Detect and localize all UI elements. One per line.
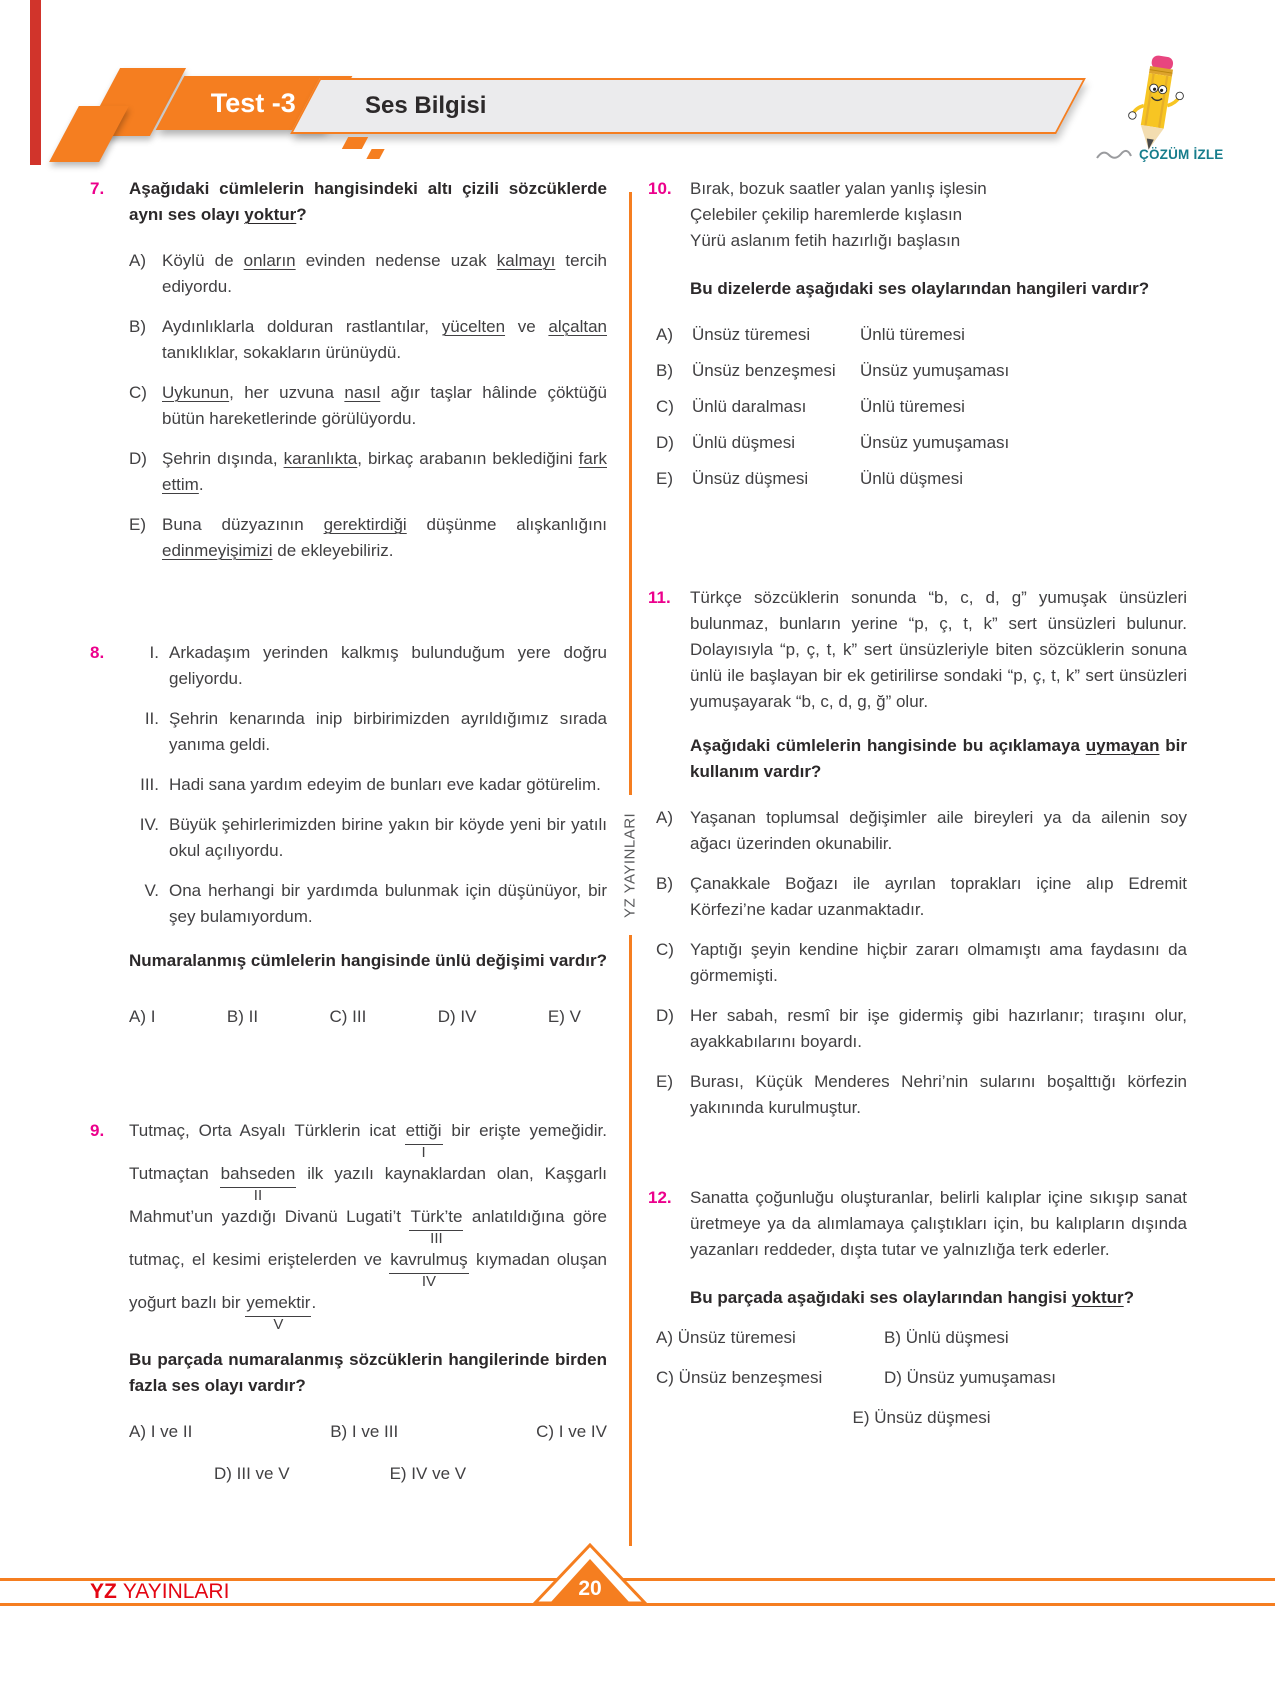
option-c: C) Ünlü daralması Ünlü türemesi xyxy=(656,394,1187,420)
page-number-triangle xyxy=(531,1543,649,1605)
options-row xyxy=(129,1004,581,1030)
option-letter: C) xyxy=(129,383,147,402)
option-b: B) Çanakkale Boğazı ile ayrılan toprakları içine alıp Edremit Körfezi’ne kadar uzanmaktadır. xyxy=(656,871,1187,923)
option-d: D) Ünlü düşmesi Ünsüz yumuşaması xyxy=(656,430,1187,456)
option-d: D) Şehrin dışında, karanlıkta, birkaç arabanın beklediğini fark ettim. xyxy=(129,446,607,498)
question-9 xyxy=(90,1118,607,1487)
question-number: 7. xyxy=(90,179,105,198)
squiggle-icon xyxy=(1095,146,1133,162)
option-letter: A) xyxy=(656,325,673,344)
question-7 xyxy=(90,176,607,564)
deco-square-icon xyxy=(366,149,384,159)
option-letter: D) xyxy=(656,1006,674,1025)
solution-watch-label: ÇÖZÜM İZLE xyxy=(1139,146,1224,162)
option-d: D) III ve V xyxy=(214,1464,290,1483)
option-b: B) Aydınlıklarla dolduran rastlantılar, yücelten ve alçaltan tanıklıklar, sokakların ürünüydü. xyxy=(129,314,607,366)
numbered-sentence: III. Hadi sana yardım edeyim de bunları eve kadar götürelim. xyxy=(140,775,601,794)
subject-banner xyxy=(290,78,1086,134)
option-a: A) Köylü de onların evinden nedense uzak kalmayı tercih ediyordu. xyxy=(129,248,607,300)
option-letter: D) xyxy=(656,433,674,452)
option-c: C) Uykunun, her uzvuna nasıl ağır taşlar hâlinde çöktüğü bütün hareketlerinde görülüyordu. xyxy=(129,380,607,432)
solution-watch xyxy=(1095,146,1224,162)
options-row xyxy=(129,1419,607,1445)
question-stem: Bu parçada numaralanmış sözcüklerin hangilerinde birden fazla ses olayı vardır? xyxy=(129,1350,607,1395)
options-row xyxy=(129,1461,607,1487)
option-letter: D) xyxy=(129,449,147,468)
option-c: C) Ünsüz benzeşmesi xyxy=(656,1368,823,1387)
question-number: 12. xyxy=(648,1188,672,1207)
option-a: A) Ünsüz türemesi xyxy=(656,1328,796,1347)
question-number: 9. xyxy=(90,1121,105,1140)
option-a: A) I xyxy=(129,1007,156,1026)
question-stem: Bu parçada aşağıdaki ses olaylarından hangisi yoktur? xyxy=(690,1288,1135,1307)
option-e: E) V xyxy=(547,1007,581,1026)
options-grid xyxy=(656,1325,1187,1391)
test-label: Test -3 xyxy=(211,87,297,118)
option-b: B) I ve III xyxy=(330,1422,399,1441)
column-divider xyxy=(629,192,632,795)
poem-line: Bırak, bozuk saatler yalan yanlış işlesin xyxy=(690,179,987,198)
option-letter: A) xyxy=(656,808,673,827)
poem-line: Çelebiler çekilip haremlerde kışlasın xyxy=(690,205,963,224)
option-letter: C) xyxy=(656,397,674,416)
question-number: 8. xyxy=(90,643,105,662)
question-10 xyxy=(648,176,1187,492)
option-e: E) IV ve V xyxy=(389,1464,467,1483)
option-letter: E) xyxy=(656,1072,673,1091)
question-stem: Aşağıdaki cümlelerin hangisindeki altı çizili sözcüklerde aynı ses olayı yoktur? xyxy=(129,179,607,224)
question-12 xyxy=(648,1185,1187,1431)
numbered-sentence: V. Ona herhangi bir yardımda bulunmak için düşünüyor, bir şey bulamıyordum. xyxy=(144,881,607,926)
publisher-brand: YZ YAYINLARI xyxy=(90,1580,230,1603)
question-number: 10. xyxy=(648,179,672,198)
question-stem: Aşağıdaki cümlelerin hangisinde bu açıklamaya uymayan bir kullanım vardır? xyxy=(690,736,1188,781)
pencil-mascot-icon xyxy=(1106,48,1206,158)
question-stem: Numaralanmış cümlelerin hangisinde ünlü değişimi vardır? xyxy=(129,951,608,970)
question-paragraph: Sanatta çoğunluğu oluşturanlar, belirli kalıplar içine sıkışıp sanat üretmeye ya da alımlamaya çalıştıkları için, bu kalıpların dışında yazanları reddeder, dışta tutar ve yalnızlığa terk ederler. xyxy=(690,1188,1187,1259)
page-number: 20 xyxy=(578,1577,602,1600)
option-a: A) I ve II xyxy=(129,1422,193,1441)
option-d: D) Ünsüz yumuşaması xyxy=(884,1368,1056,1387)
roman-numeral: V xyxy=(273,1316,284,1333)
poem-line: Yürü aslanım fetih hazırlığı başlasın xyxy=(690,231,961,250)
option-letter: A) xyxy=(129,251,146,270)
option-letter: B) xyxy=(656,361,673,380)
roman-numeral: III xyxy=(430,1230,443,1247)
publisher-vertical-text: YZ YAYINLARI xyxy=(621,812,639,918)
question-8 xyxy=(90,640,607,1030)
option-letter: E) xyxy=(656,469,673,488)
option-a: A) Ünsüz türemesi Ünlü türemesi xyxy=(656,322,1187,348)
column-divider xyxy=(629,935,632,1546)
option-c: C) Yaptığı şeyin kendine hiçbir zararı olmamıştı ama faydasını da görmemişti. xyxy=(656,937,1187,989)
question-paragraph: Tutmaç, Orta Asyalı Türklerin icat ettiği I bir erişte yemeğidir. Tutmaçtan bahseden II ilk yazılı kaynaklardan olan, Kaşgarlı Mahmut’un yazdığı Divanü Lugati’t Türk’te III anlatıldığına göre tutmaç, el kesimi eriştelerden ve kavrulmuş IV kıymadan oluşan yoğurt bazlı bir yemektir V . xyxy=(129,1118,607,1333)
option-b: B) Ünlü düşmesi xyxy=(884,1328,1009,1347)
numbered-sentence: I. Arkadaşım yerinden kalkmış bulunduğum yere doğru geliyordu. xyxy=(149,643,607,688)
option-b: B) Ünsüz benzeşmesi Ünsüz yumuşaması xyxy=(656,358,1187,384)
question-paragraph: Türkçe sözcüklerin sonunda “b, c, d, g” yumuşak ünsüzleri bulunmaz, bunların yerine “p, ç, t, k” sert ünsüzleri bulunur. Dolayısıyla “p, ç, t, k” sert ünsüzleriyle biten sözcüklerin sonuna ünlü ile başlayan bir ek getirilirse sondaki “p, ç, t, k” sert ünsüzleri yumuşayarak “b, c, d, g, ğ” olur. xyxy=(690,588,1187,711)
option-letter: E) xyxy=(129,515,146,534)
option-e: E) Ünsüz düşmesi Ünlü düşmesi xyxy=(656,466,1187,492)
numbered-sentence: IV. Büyük şehirlerimizden birine yakın bir köyde yeni bir yatılı okul açılıyordu. xyxy=(139,815,607,860)
option-d: D) IV xyxy=(437,1007,477,1026)
deco-square-icon xyxy=(342,137,368,149)
roman-numeral: I xyxy=(421,1144,426,1161)
left-bleed-tab xyxy=(30,0,41,165)
option-a: A) Yaşanan toplumsal değişimler aile bireyleri ya da ailenin soy ağacı üzerinden okunabilir. xyxy=(656,805,1187,857)
option-d: D) Her sabah, resmî bir işe gidermiş gibi hazırlanır; tıraşını olur, ayakkabılarını boyardı. xyxy=(656,1003,1187,1055)
question-stem: Bu dizelerde aşağıdaki ses olaylarından hangileri vardır? xyxy=(690,279,1150,298)
option-c: C) III xyxy=(329,1007,367,1026)
option-letter: B) xyxy=(129,317,146,336)
option-c: C) I ve IV xyxy=(536,1422,607,1441)
option-letter: B) xyxy=(656,874,673,893)
option-e: E) Burası, Küçük Menderes Nehri’nin sularını boşalttığı körfezin yakınında kurulmuştur. xyxy=(656,1069,1187,1121)
question-number: 11. xyxy=(648,588,671,607)
question-11 xyxy=(648,585,1187,1121)
option-e: E) Ünsüz düşmesi xyxy=(852,1408,991,1427)
roman-numeral: II xyxy=(253,1187,263,1204)
numbered-sentence: II. Şehrin kenarında inip birbirimizden ayrıldığımız sırada yanıma geldi. xyxy=(144,709,607,754)
option-letter: C) xyxy=(656,940,674,959)
option-e: E) Buna düzyazının gerektirdiği düşünme alışkanlığını edinmeyişimizi de ekleyebiliriz. xyxy=(129,512,607,564)
option-b: B) II xyxy=(226,1007,259,1026)
page-title: Ses Bilgisi xyxy=(365,92,487,119)
roman-numeral: IV xyxy=(421,1273,437,1290)
